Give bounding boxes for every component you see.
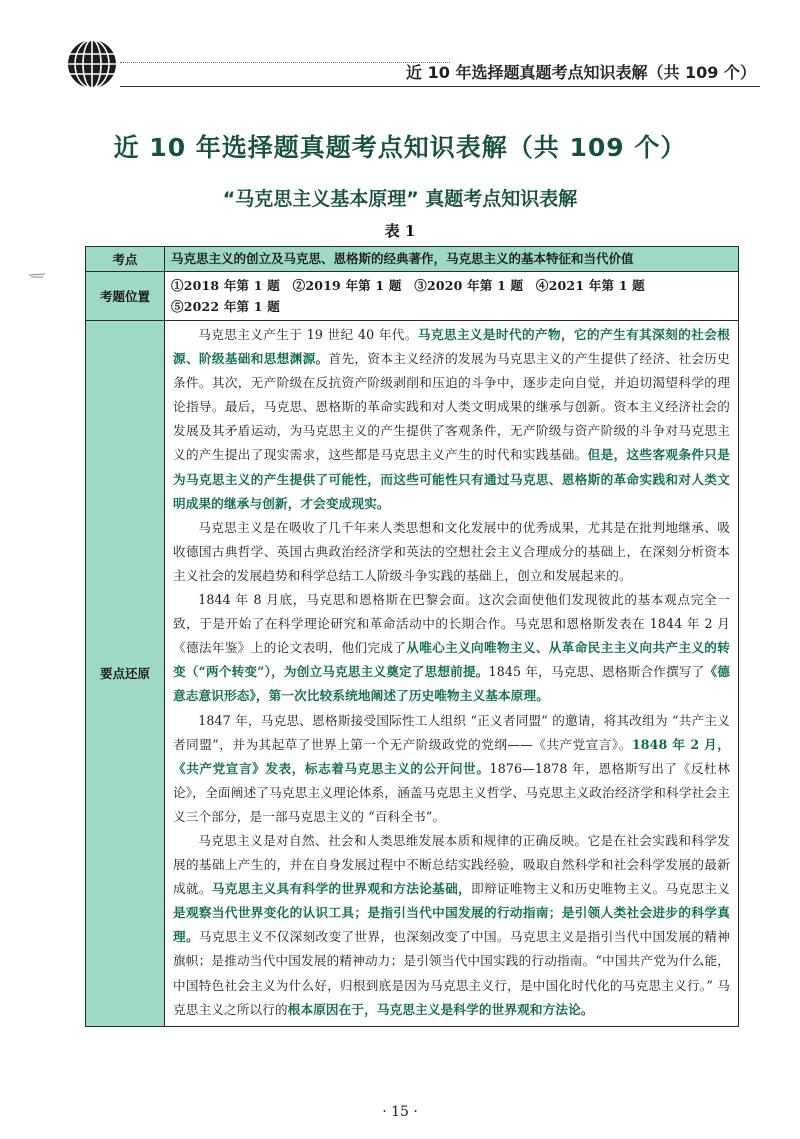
paragraph-2: 马克思主义是在吸收了几千年来人类思想和文化发展中的优秀成果，尤其是在批判地继承、吸收德国古典哲学、英国古典政治经济学和英法的空想社会主义合理成分的基础上，在深刻分析资本主义社会的发展趋势和科学总结工人阶级斗争实践的基础上，创立和发展起来的。 [173,519,730,583]
p3-text-2: 1845 年，马克思、恩格斯合作撰写了 [488,664,705,680]
p5-text-3: 马克思主义不仅深刻改变了世界，也深刻改变了中国。马克思主义是指引当代中国发展的精神旗帜；是推动当代中国发展的精神动力；是引领当代中国实践的行动指南。“中国共产党为什么能，中国特色社会主义为什么好，归根到底是因为马克思主义行，是中国化时代化的马克思主义行。” 马克思主义之所以行的 [173,929,730,1017]
label-topic: 考点 [86,247,165,272]
page-title: 近 10 年选择题真题考点知识表解（共 109 个） [113,133,687,162]
section-title: “马克思主义基本原理” 真题考点知识表解 [222,188,578,210]
p5-highlight-1: 马克思主义具有科学的世界观和方法论基础， [211,881,472,897]
points-body [165,321,739,1027]
page-number: · 15 · [382,1104,418,1120]
topic-value: 马克思主义的创立及马克思、恩格斯的经典著作，马克思主义的基本特征和当代价值 [165,247,739,272]
label-position: 考题位置 [86,272,165,321]
p5-highlight-3: 根本原因在于，马克思主义是科学的世界观和方法论。 [287,1001,594,1017]
position-line-2: ⑤2022 年第 1 题 [171,299,280,314]
p4-highlight: 1848 年 2 月，《共产党宣言》发表，标志着马克思主义的公开问世。 [173,736,730,776]
header-dotted-rule [120,62,450,63]
table-row-points [86,321,739,1027]
paragraph-4 [173,709,730,829]
p3-highlight-2: 《德意志意识形态》，第一次比较系统地阐述了历史唯物主义基本原理。 [173,664,731,704]
position-value [165,272,739,321]
p5-text-2: 即辩证唯物主义和历史唯物主义。马克思主义 [471,881,731,897]
label-points: 要点还原 [86,321,165,1027]
table-row-position [86,272,739,321]
globe-logo-icon [66,38,118,90]
position-line-1: ①2018 年第 1 题 ②2019 年第 1 题 ③2020 年第 1 题 ④2021 年第 1 题 [171,278,645,293]
p5-highlight-2: 是观察当代世界变化的认识工具；是指引当代中国发展的行动指南；是引领人类社会进步的科学真理。 [173,905,730,945]
p4-text-2: 1876—1878 年，恩格斯写出了《反杜林论》，全面阐述了马克思主义理论体系，涵盖马克思主义哲学、马克思主义政治经济学和科学社会主义三个部分，是一部马克思主义的 “百科全书”。 [173,760,730,824]
p5-text-1: 马克思主义是对自然、社会和人类思维发展本质和规律的正确反映。它是在社会实践和科学发展的基础上产生的，并在自身发展过程中不断总结实践经验，吸取自然科学和社会科学发展的最新成就。 [173,832,730,897]
paragraph-5 [173,829,730,1022]
paragraph-1 [173,323,730,516]
table-row-topic [86,247,739,272]
table-caption: 表 1 [384,222,416,240]
p1-highlight-2: 但是，这些客观条件只是为马克思主义的产生提供了可能性，而这些可能性只有通过马克思、恩格斯的革命实践和对人类文明成果的继承与创新，才会变成现实。 [173,447,730,511]
p3-highlight-1: 从唯心主义向唯物主义、从革命民主主义向共产主义的转变（“两个转变”），为创立马克思主义奠定了思想前提。 [173,640,731,680]
p1-intro: 马克思主义产生于 19 世纪 40 年代。 [198,327,418,342]
running-head: 近 10 年选择题真题考点知识表解（共 109 个） [406,63,756,82]
header-rule [120,86,760,87]
p4-text-1: 1847 年，马克思、恩格斯接受国际性工人组织 “正义者同盟” 的邀请，将其改组为 “共产主义者同盟”，并为其起草了世界上第一个无产阶级政党的党纲——《共产党宣言》。 [173,712,730,752]
p1-highlight-1: 马克思主义是时代的产物，它的产生有其深刻的社会根源、阶级基础和思想渊源。 [173,327,730,367]
knowledge-table [85,246,739,1027]
paragraph-3 [173,588,730,708]
p3-text-1: 1844 年 8 月底，马克思和恩格斯在巴黎会面。这次会面使他们发现彼此的基本观点完全一致，于是开始了在科学理论研究和革命活动中的长期合作。马克思和恩格斯发表在 1844 年 2 月《德法年鉴》上的论文表明，他们完成了 [173,592,730,656]
margin-mark [28,270,46,284]
p1-text: 首先，资本主义经济的发展为马克思主义的产生提供了经济、社会历史条件。其次，无产阶级在反抗资产阶级剥削和压迫的斗争中，逐步走向自觉，并迫切渴望科学的理论指导。最后，马克思、恩格斯的革命实践和对人类文明成果的继承与创新。资本主义经济社会的发展及其矛盾运动，为马克思主义的产生提供了客观条件，无产阶级与资产阶级的斗争对马克思主义的产生提出了现实需求，这些都是马克思主义产生的时代和实践基础。 [173,351,730,463]
